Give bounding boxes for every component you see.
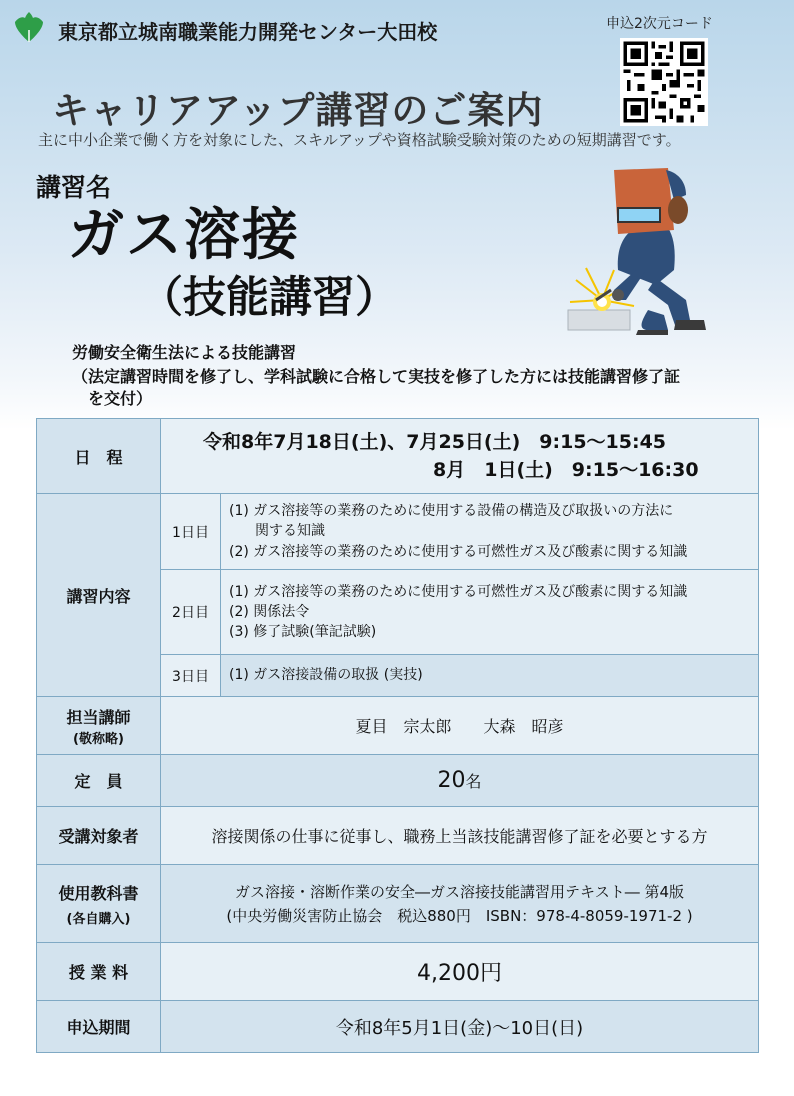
capacity-row — [37, 755, 759, 807]
day3-item-1: (1) ガス溶接設備の取扱 (実技) — [229, 667, 423, 684]
content-row-day1 — [37, 494, 759, 570]
page-title: キャリアアップ講習のご案内 — [52, 89, 544, 132]
textbook-label: 使用教科書 — [58, 883, 139, 903]
target-label: 受講対象者 — [37, 807, 161, 865]
course-label: 講習名 — [36, 173, 112, 202]
day2-item-1: (1) ガス溶接等の業務のために使用する可燃性ガス及び酸素に関する知識 — [229, 583, 688, 600]
capacity-unit: 名 — [465, 772, 482, 791]
page-subtitle: 主に中小企業で働く方を対象にした、スキルアップや資格試験受験対策のための短期講習です。 — [38, 131, 681, 149]
target-row — [37, 807, 759, 865]
day3-items — [221, 655, 759, 697]
instructor-value: 夏目 宗太郎 大森 昭彦 — [161, 697, 759, 755]
day1-item-1-cont: 関する知識 — [255, 523, 325, 540]
course-type: （技能講習） — [140, 273, 398, 323]
law-basis: 労働安全衛生法による技能講習 — [72, 343, 297, 362]
period-value: 令和8年5月1日(金)～10日(日) — [161, 1001, 759, 1053]
course-info-table — [36, 418, 759, 1053]
instructor-row — [37, 697, 759, 755]
day2-label: 2日目 — [161, 570, 221, 655]
textbook-row — [37, 865, 759, 943]
welder-illustration — [556, 150, 726, 335]
certificate-note: （法定講習時間を修了し、学科試験に合格して実技を修了した方には技能講習修了証 — [72, 367, 681, 386]
period-row — [37, 1001, 759, 1053]
fee-label: 授 業 料 — [37, 943, 161, 1001]
textbook-label-note: (各自購入) — [66, 911, 131, 927]
day2-items — [221, 570, 759, 655]
qr-label: 申込2次元コード — [606, 16, 713, 32]
textbook-line-1: ガス溶接・溶断作業の安全―ガス溶接技能講習用テキスト― 第4版 — [235, 882, 685, 901]
day1-label: 1日目 — [161, 494, 221, 570]
fee-row — [37, 943, 759, 1001]
instructor-label-note: (敬称略) — [73, 731, 124, 747]
day1-items — [221, 494, 759, 570]
fee-value: 4,200円 — [161, 943, 759, 1001]
day3-label: 3日目 — [161, 655, 221, 697]
certificate-note-continued: を交付） — [88, 389, 153, 408]
day1-item-1: (1) ガス溶接等の業務のために使用する設備の構造及び取扱いの方法に — [229, 503, 674, 520]
capacity-value — [161, 755, 759, 807]
day2-item-3: (3) 修了試験(筆記試験) — [229, 624, 377, 641]
schedule-line-1: 令和8年7月18日(土)、7月25日(土) 9:15～15:45 — [203, 430, 667, 453]
schedule-line-2: 8月 1日(土) 9:15～16:30 — [433, 459, 699, 481]
content-label: 講習内容 — [37, 494, 161, 697]
textbook-label-cell — [37, 865, 161, 943]
day2-item-2: (2) 関係法令 — [229, 603, 310, 620]
capacity-label: 定 員 — [37, 755, 161, 807]
qr-code-icon[interactable] — [620, 38, 708, 126]
schedule-value — [161, 419, 759, 494]
period-label: 申込期間 — [37, 1001, 161, 1053]
textbook-value — [161, 865, 759, 943]
tokyo-logo-icon — [12, 10, 46, 44]
instructor-label: 担当講師 — [66, 707, 131, 727]
course-name: ガス溶接 — [68, 203, 300, 268]
capacity-number: 20 — [437, 768, 466, 793]
instructor-label-cell — [37, 697, 161, 755]
schedule-row — [37, 419, 759, 494]
schedule-label: 日 程 — [37, 419, 161, 494]
textbook-line-2: (中央労働災害防止協会 税込880円 ISBN：978-4-8059-1971-2 ) — [226, 906, 693, 925]
target-value: 溶接関係の仕事に従事し、職務上当該技能講習修了証を必要とする方 — [161, 807, 759, 865]
organization-name: 東京都立城南職業能力開発センター大田校 — [58, 20, 438, 44]
day1-item-2: (2) ガス溶接等の業務のために使用する可燃性ガス及び酸素に関する知識 — [229, 543, 688, 560]
